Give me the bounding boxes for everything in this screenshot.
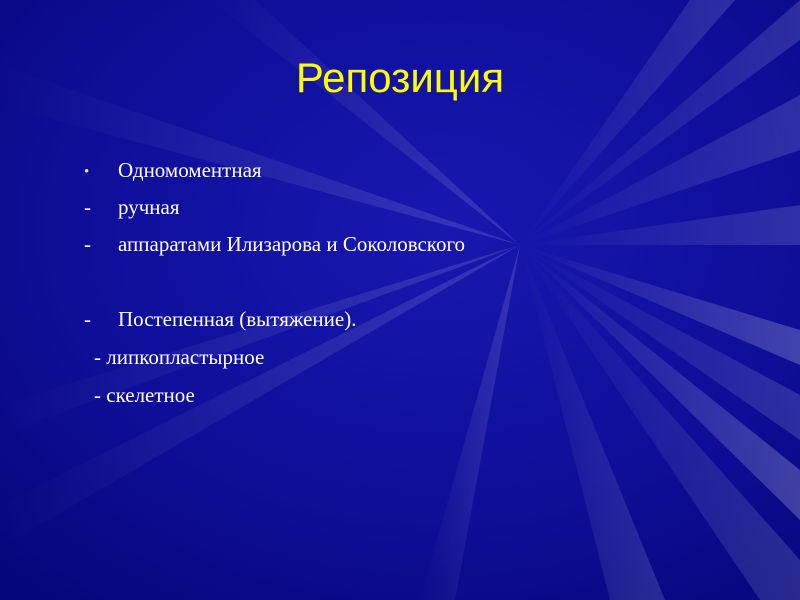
sub-list-item-text: - скелетное bbox=[94, 383, 195, 407]
dash-marker: - bbox=[84, 307, 91, 331]
sub-list-item bbox=[0, 344, 800, 370]
dash-marker: - bbox=[84, 232, 91, 256]
bullet-marker: • bbox=[84, 164, 90, 180]
list-item-text: аппаратами Илизарова и Соколовского bbox=[118, 232, 466, 256]
list-item bbox=[0, 157, 800, 183]
list-item bbox=[0, 306, 800, 332]
list-item bbox=[0, 231, 800, 257]
list-item-text: Постепенная (вытяжение). bbox=[118, 307, 357, 331]
dash-marker: - bbox=[84, 195, 91, 219]
list-item bbox=[0, 194, 800, 220]
sub-list-item bbox=[0, 382, 800, 408]
list-item-text: ручная bbox=[118, 195, 180, 219]
sub-list-item-text: - липкопластырное bbox=[94, 345, 265, 369]
slide-title: Репозиция bbox=[295, 54, 505, 101]
list-item-text: Одномоментная bbox=[118, 158, 262, 182]
